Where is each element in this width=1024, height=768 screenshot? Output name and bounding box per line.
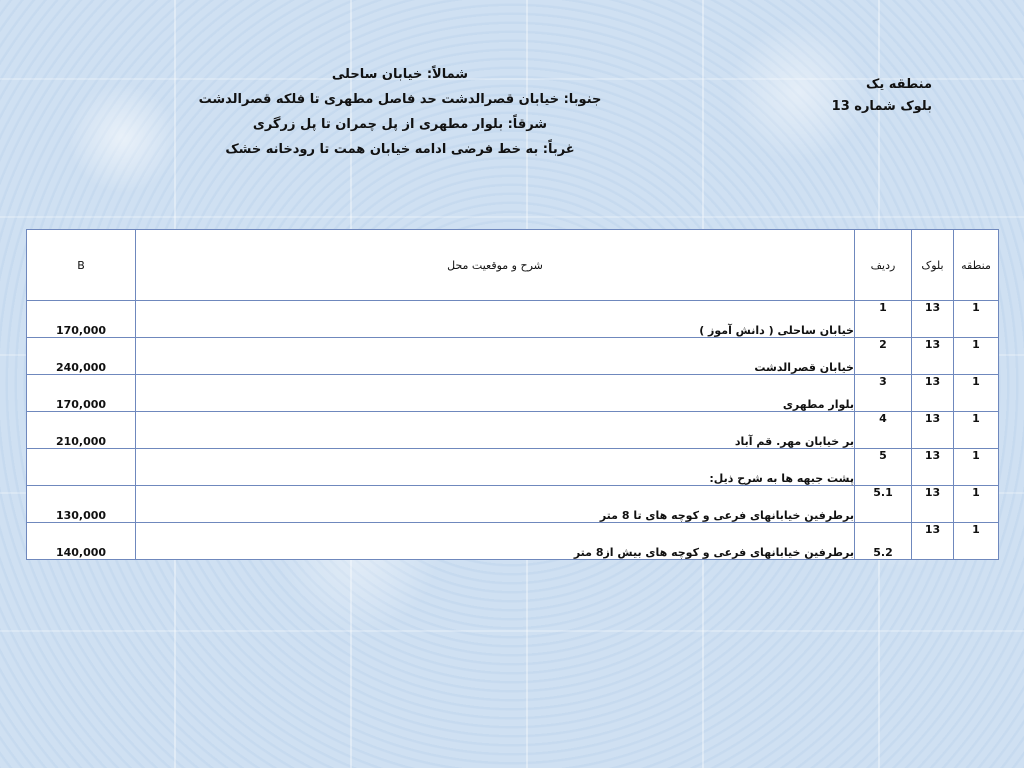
region-block-info: [752, 74, 932, 118]
table-row: [27, 486, 999, 523]
block-cell: 13: [912, 375, 954, 412]
table-row: [27, 338, 999, 375]
south-boundary: جنوبا: خیابان قصرالدشت حد فاصل مطهری تا فلکه قصرالدشت: [198, 92, 602, 107]
description-cell: پشت جبهه ها به شرح ذیل:: [136, 449, 855, 486]
description-cell: خیابان ساحلی ( دانش آموز ): [136, 301, 855, 338]
block-cell: 13: [912, 301, 954, 338]
block-cell: 13: [912, 412, 954, 449]
price-cell: 170,000: [27, 301, 136, 338]
region-cell: 1: [954, 449, 999, 486]
header-row: ردیف: [855, 230, 912, 301]
block-title: بلوک شماره 13: [831, 99, 932, 114]
row-number-cell: 2: [855, 338, 912, 375]
description-cell: برطرفین خیابانهای فرعی و کوچه های بیش از8 متر: [136, 523, 855, 560]
table-row: [27, 523, 999, 560]
region-cell: 1: [954, 301, 999, 338]
price-table: [26, 229, 999, 560]
description-cell: برطرفین خیابانهای فرعی و کوچه های تا 8 متر: [136, 486, 855, 523]
row-number-cell: 3: [855, 375, 912, 412]
header-description: شرح و موقعیت محل: [136, 230, 855, 301]
table-row: [27, 449, 999, 486]
header-region: منطقه: [954, 230, 999, 301]
north-boundary: شمالاً: خیابان ساحلی: [331, 67, 469, 82]
west-boundary: غرباً: به خط فرضی ادامه خیابان همت تا رودخانه خشک: [225, 142, 575, 157]
region-cell: 1: [954, 338, 999, 375]
header-block: بلوک: [912, 230, 954, 301]
row-number-cell: 5.1: [855, 486, 912, 523]
table-header-row: [27, 230, 999, 301]
east-boundary: شرقاً: بلوار مطهری از پل چمران تا پل زرگری: [252, 117, 548, 132]
boundaries-block: [180, 62, 620, 162]
row-number-cell: 5.2: [855, 523, 912, 560]
description-cell: بلوار مطهری: [136, 375, 855, 412]
header-price: B: [27, 230, 136, 301]
region-title: منطقه یک: [866, 77, 932, 92]
price-cell: 170,000: [27, 375, 136, 412]
block-cell: 13: [912, 523, 954, 560]
price-cell: 210,000: [27, 412, 136, 449]
description-cell: خیابان قصرالدشت: [136, 338, 855, 375]
price-cell: 240,000: [27, 338, 136, 375]
block-cell: 13: [912, 486, 954, 523]
table-row: [27, 412, 999, 449]
row-number-cell: 4: [855, 412, 912, 449]
row-number-cell: 5: [855, 449, 912, 486]
description-cell: بر خیابان مهر. قم آباد: [136, 412, 855, 449]
price-cell: [27, 449, 136, 486]
table-row: [27, 375, 999, 412]
block-cell: 13: [912, 449, 954, 486]
region-cell: 1: [954, 523, 999, 560]
region-cell: 1: [954, 375, 999, 412]
price-cell: 140,000: [27, 523, 136, 560]
region-cell: 1: [954, 412, 999, 449]
price-cell: 130,000: [27, 486, 136, 523]
row-number-cell: 1: [855, 301, 912, 338]
table-row: [27, 301, 999, 338]
region-cell: 1: [954, 486, 999, 523]
block-cell: 13: [912, 338, 954, 375]
